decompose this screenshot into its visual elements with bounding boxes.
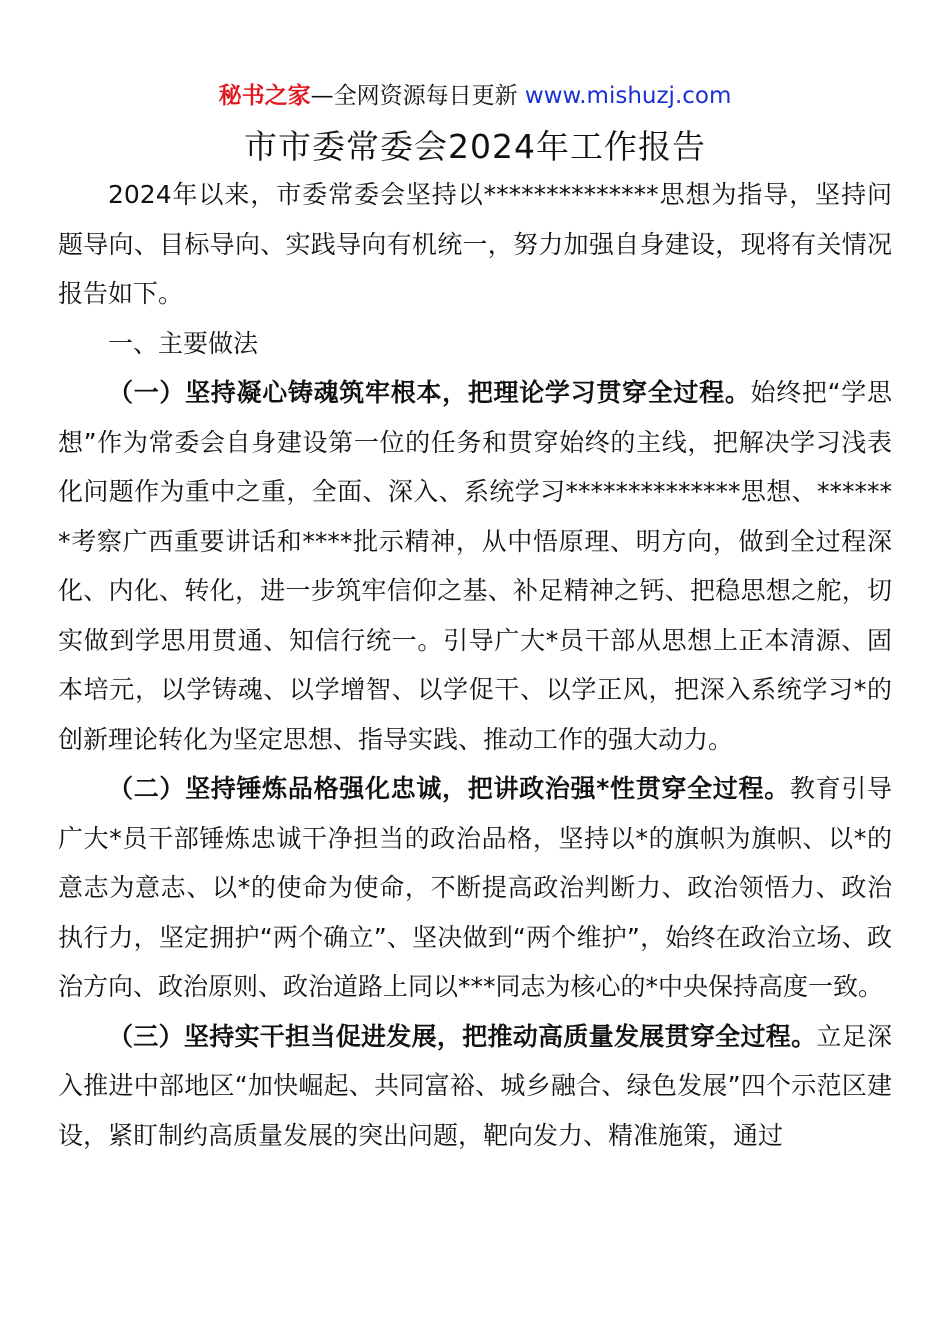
- brand-name: 秘书之家: [218, 83, 311, 109]
- document-body: [58, 170, 892, 1160]
- item-paragraph: [58, 1012, 892, 1161]
- item-text: 始终把“学思想”作为常委会自身建设第一位的任务和贯穿始终的主线，把解决学习浅表化问题作为重中之重，全面、深入、系统学习**************思想、*******考察广西重要讲话和****批示精神，从中悟原理、明方向，做到全过程深化、内化、转化，进一步筑牢信仰之基、补足精神之钙、把稳思想之舵，切实做到学思用贯通、知信行统一。引导广大*员干部从思想上正本清源、固本培元，以学铸魂、以学增智、以学促干、以学正风，把深入系统学习*的创新理论转化为坚定思想、指导实践、推动工作的强大动力。: [58, 378, 892, 754]
- document-title: 市市委常委会2024年工作报告: [244, 127, 706, 166]
- item-paragraph: [58, 368, 892, 764]
- item-text: 教育引导广大*员干部锤炼忠诚干净担当的政治品格，坚持以*的旗帜为旗帜、以*的意志为意志、以*的使命为使命，不断提高政治判断力、政治领悟力、政治执行力，坚定拥护“两个确立”、坚决做到“两个维护”，始终在政治立场、政治方向、政治原则、政治道路上同以***同志为核心的*中央保持高度一致。: [58, 774, 892, 1001]
- intro-paragraph: 2024年以来，市委常委会坚持以**************思想为指导，坚持问题导向、目标导向、实践导向有机统一，努力加强自身建设，现将有关情况报告如下。: [58, 180, 892, 308]
- item-text: 立足深入推进中部地区“加快崛起、共同富裕、城乡融合、绿色发展”四个示范区建设，紧盯制约高质量发展的突出问题，靶向发力、精准施策，通过: [58, 1021, 892, 1150]
- site-url-link[interactable]: www.mishuzj.com: [524, 83, 732, 109]
- item-lead: （三）坚持实干担当促进发展，把推动高质量发展贯穿全过程。: [108, 1021, 817, 1051]
- header-tagline: —全网资源每日更新: [310, 83, 525, 109]
- item-lead: （一）坚持凝心铸魂筑牢根本，把理论学习贯穿全过程。: [108, 378, 751, 407]
- item-lead: （二）坚持锤炼品格强化忠诚，把讲政治强*性贯穿全过程。: [108, 774, 790, 803]
- site-header: [0, 80, 950, 112]
- item-paragraph: [58, 764, 892, 1012]
- section-heading: 一、主要做法: [108, 328, 259, 358]
